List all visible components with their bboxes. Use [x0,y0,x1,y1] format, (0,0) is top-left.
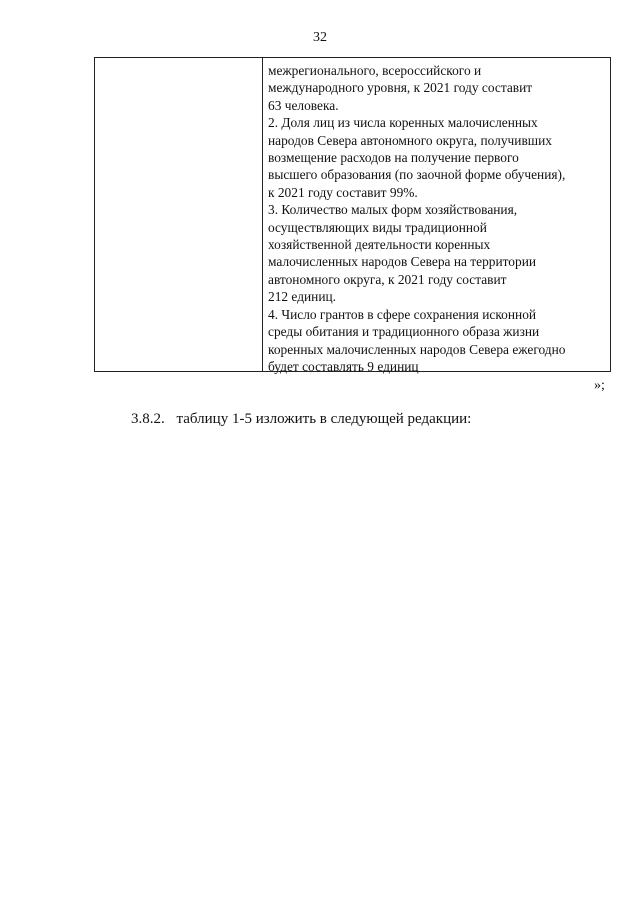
table-cell-line: коренных малочисленных народов Севера ежегодно [268,341,566,357]
closing-quote-mark: »; [594,378,605,393]
table-cell-line: будет составлять 9 единиц [268,358,419,374]
table-cell-line: международного уровня, к 2021 году составит [268,80,533,96]
table-cell-line: возмещение расходов на получение первого [268,150,519,166]
page-number: 32 [313,30,327,45]
clause-text: таблицу 1-5 изложить в следующей редакции: [176,411,472,427]
clause-number: 3.8.2. [131,411,165,427]
table-cell-line: 2. Доля лиц из числа коренных малочисленных [268,115,538,131]
table-cell-left [95,58,263,371]
document-table [94,57,611,372]
table-cell-line: к 2021 году составит 99%. [268,184,418,200]
table-cell-line: 3. Количество малых форм хозяйствования, [268,202,518,218]
table-cell-line: высшего образования (по заочной форме обучения), [268,167,566,183]
table-cell-line: 4. Число грантов в сфере сохранения исконной [268,306,537,322]
table-cell-line: 63 человека. [268,97,339,113]
table-cell-line: среды обитания и традиционного образа жизни [268,324,540,340]
table-cell-line: межрегионального, всероссийского и [268,63,482,78]
table-cell-line: народов Севера автономного округа, получивших [268,132,552,148]
table-cell-line: хозяйственной деятельности коренных [268,237,491,253]
table-cell-line: осуществляющих виды традиционной [268,219,487,235]
table-cell-line: автономного округа, к 2021 году составит [268,271,507,287]
table-cell-line: 212 единиц. [268,289,337,305]
table-cell-line: малочисленных народов Севера на территории [268,254,537,270]
amendment-clause [131,411,471,428]
table-cell-right [263,58,610,374]
